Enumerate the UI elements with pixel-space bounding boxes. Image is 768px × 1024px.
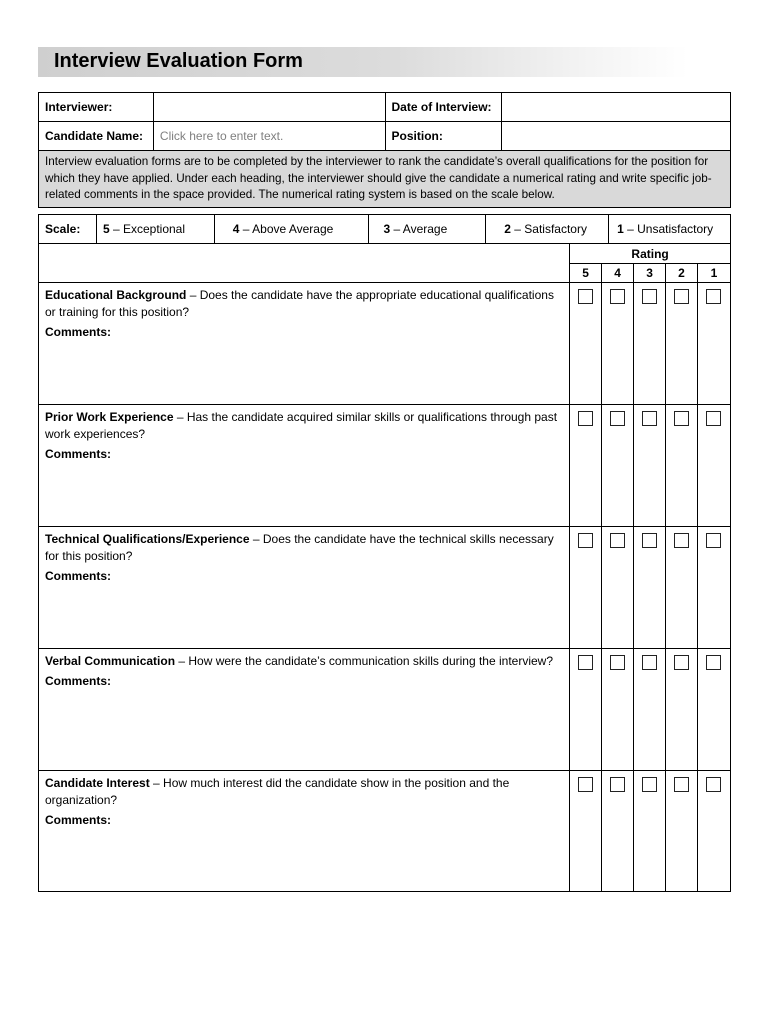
criterion-title: Prior Work Experience xyxy=(45,410,174,424)
criterion-text xyxy=(45,775,563,809)
rating-checkbox-3[interactable] xyxy=(642,655,657,670)
criterion-title: Technical Qualifications/Experience xyxy=(45,532,250,546)
criterion-cell xyxy=(39,527,570,649)
title-bar xyxy=(38,47,688,77)
candidate-label: Candidate Name: xyxy=(39,122,154,151)
criterion-row xyxy=(39,771,731,892)
rating-checkbox-2[interactable] xyxy=(674,655,689,670)
comments-label: Comments: xyxy=(45,325,112,339)
rating-col-4: 4 xyxy=(602,264,634,283)
rating-col-5: 5 xyxy=(570,264,602,283)
comments-label: Comments: xyxy=(45,813,112,827)
rating-checkbox-2[interactable] xyxy=(674,411,689,426)
scale-item: 2 – Satisfactory xyxy=(486,215,609,244)
rating-checkbox-2[interactable] xyxy=(674,777,689,792)
candidate-name-field[interactable]: Click here to enter text. xyxy=(153,122,385,151)
rating-checkbox-5[interactable] xyxy=(578,411,593,426)
position-field[interactable] xyxy=(502,122,731,151)
rating-header: Rating xyxy=(570,244,731,264)
rating-checkbox-1[interactable] xyxy=(706,411,721,426)
rating-col-1: 1 xyxy=(697,264,730,283)
criterion-row xyxy=(39,405,731,527)
rating-checkbox-3[interactable] xyxy=(642,533,657,548)
page-title: Interview Evaluation Form xyxy=(54,50,303,72)
rating-checkbox-3[interactable] xyxy=(642,289,657,304)
criterion-text xyxy=(45,653,563,670)
comments-label: Comments: xyxy=(45,569,112,583)
criterion-row xyxy=(39,283,731,405)
criterion-row xyxy=(39,527,731,649)
rating-blank-cell xyxy=(39,244,570,283)
scale-item: 4 – Above Average xyxy=(214,215,369,244)
criterion-title: Candidate Interest xyxy=(45,776,150,790)
criterion-cell xyxy=(39,771,570,892)
rating-checkbox-2[interactable] xyxy=(674,289,689,304)
rating-checkbox-1[interactable] xyxy=(706,655,721,670)
criterion-cell xyxy=(39,283,570,405)
criterion-question: – How much interest did the candidate show in the position and the organization? xyxy=(45,776,510,807)
scale-item: 5 – Exceptional xyxy=(96,215,214,244)
criterion-question: – Does the candidate have the appropriate educational qualifications or training for this position? xyxy=(45,288,554,319)
date-label: Date of Interview: xyxy=(385,93,502,122)
comments-label: Comments: xyxy=(45,447,112,461)
rating-col-2: 2 xyxy=(666,264,698,283)
rating-checkbox-5[interactable] xyxy=(578,533,593,548)
rating-checkbox-5[interactable] xyxy=(578,655,593,670)
criterion-title: Educational Background xyxy=(45,288,187,302)
comments-label: Comments: xyxy=(45,674,112,688)
rating-checkbox-4[interactable] xyxy=(610,289,625,304)
date-field[interactable] xyxy=(502,93,731,122)
intro-text: Interview evaluation forms are to be completed by the interviewer to rank the candidate’s overall qualifications for the position for which they have applied. Under each heading, the interviewer should give the candidate a numerical rating and write specific job-related comments in the space provided. The numerical rating system is based on the scale below. xyxy=(39,151,731,208)
criterion-cell xyxy=(39,405,570,527)
criterion-text xyxy=(45,531,563,565)
criterion-text xyxy=(45,409,563,443)
position-label: Position: xyxy=(385,122,502,151)
criterion-title: Verbal Communication xyxy=(45,654,176,668)
criterion-row xyxy=(39,649,731,771)
criterion-question: – Has the candidate acquired similar skills or qualifications through past work experiences? xyxy=(45,410,558,441)
scale-item: 3 – Average xyxy=(369,215,486,244)
rating-col-3: 3 xyxy=(634,264,666,283)
rating-checkbox-4[interactable] xyxy=(610,411,625,426)
rating-table xyxy=(38,243,731,892)
rating-checkbox-5[interactable] xyxy=(578,289,593,304)
criterion-cell xyxy=(39,649,570,771)
rating-checkbox-1[interactable] xyxy=(706,533,721,548)
rating-checkbox-2[interactable] xyxy=(674,533,689,548)
rating-checkbox-1[interactable] xyxy=(706,777,721,792)
rating-checkbox-5[interactable] xyxy=(578,777,593,792)
rating-checkbox-4[interactable] xyxy=(610,777,625,792)
rating-checkbox-3[interactable] xyxy=(642,411,657,426)
criterion-question: – Does the candidate have the technical skills necessary for this position? xyxy=(45,532,554,563)
rating-checkbox-1[interactable] xyxy=(706,289,721,304)
header-table xyxy=(38,92,731,208)
rating-checkbox-3[interactable] xyxy=(642,777,657,792)
scale-table xyxy=(38,214,731,244)
rating-checkbox-4[interactable] xyxy=(610,533,625,548)
interviewer-field[interactable] xyxy=(153,93,385,122)
scale-item: 1 – Unsatisfactory xyxy=(609,215,731,244)
interviewer-label: Interviewer: xyxy=(39,93,154,122)
scale-label: Scale: xyxy=(39,215,97,244)
criterion-question: – How were the candidate’s communication skills during the interview? xyxy=(175,654,553,668)
criterion-text xyxy=(45,287,563,321)
rating-checkbox-4[interactable] xyxy=(610,655,625,670)
